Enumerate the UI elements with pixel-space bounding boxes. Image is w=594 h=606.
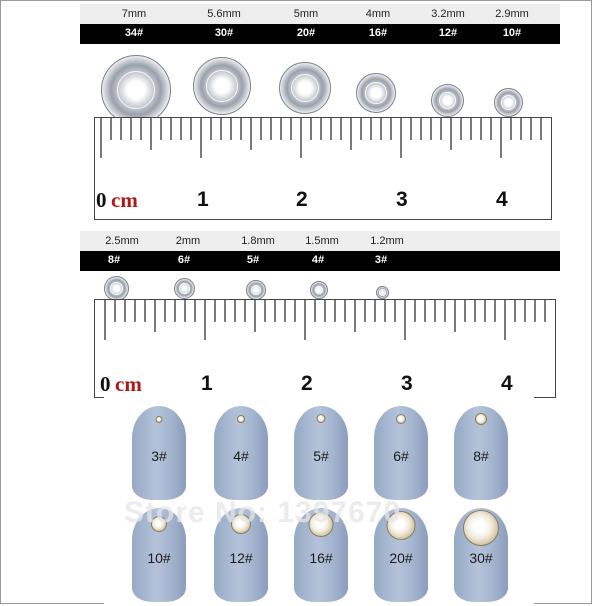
nail-sample-6 — [374, 406, 428, 500]
rhinestone-6 — [174, 278, 195, 299]
nail-sample-3 — [132, 406, 186, 500]
nail-sample-8 — [454, 406, 508, 500]
nail-size-label: 30# — [469, 550, 493, 566]
ruler-mark-2: 2 — [301, 372, 313, 395]
size-mm-label: 2.9mm — [495, 8, 529, 20]
rhinestone-on-nail — [396, 414, 406, 424]
ruler-mark-3: 3 — [401, 372, 413, 395]
nail-size-label: 6# — [393, 448, 409, 464]
rhinestone-30 — [193, 57, 251, 115]
nail-sample-4 — [214, 406, 268, 500]
size-number-label: 30# — [214, 27, 234, 39]
size-mm-label: 1.8mm — [241, 235, 275, 247]
ruler-unit-label: cm — [111, 188, 138, 212]
nail-size-label: 20# — [389, 550, 413, 566]
ruler-mark-2: 2 — [296, 188, 308, 211]
ruler-top — [94, 117, 552, 220]
size-number-label: 10# — [502, 27, 522, 39]
size-number-label: 6# — [177, 254, 191, 266]
rhinestone-5 — [246, 280, 266, 300]
top-size-header — [80, 4, 560, 39]
size-mm-label: 1.5mm — [305, 235, 339, 247]
ruler-bottom — [94, 299, 556, 398]
size-mm-label: 7mm — [121, 8, 147, 20]
nail-size-label: 10# — [147, 550, 171, 566]
rhinestone-4 — [310, 281, 328, 299]
ruler-mark-1: 1 — [201, 372, 213, 395]
size-number-label: 5# — [246, 254, 260, 266]
rhinestone-34 — [101, 55, 171, 125]
ruler-mark-1: 1 — [197, 188, 209, 211]
rhinestone-8 — [104, 276, 129, 301]
rhinestone-on-nail — [237, 415, 245, 423]
size-number-label: 3# — [374, 254, 388, 266]
nail-size-label: 3# — [151, 448, 167, 464]
rhinestone-10 — [494, 88, 523, 117]
size-number-label: 8# — [107, 254, 121, 266]
ruler-zero-label: 0 — [96, 188, 107, 212]
ruler-ticks — [95, 300, 557, 399]
nail-size-label: 16# — [309, 550, 333, 566]
rhinestone-on-nail — [475, 413, 487, 425]
ruler-ticks — [95, 118, 553, 221]
size-number-label: 16# — [368, 27, 388, 39]
nail-size-label: 5# — [313, 448, 329, 464]
size-mm-label: 5mm — [293, 8, 319, 20]
ruler-mark-3: 3 — [396, 188, 408, 211]
size-mm-label: 4mm — [365, 8, 391, 20]
rhinestone-20 — [279, 62, 331, 114]
nail-sample-5 — [294, 406, 348, 500]
size-number-label: 34# — [124, 27, 144, 39]
ruler-mark-4: 4 — [501, 372, 513, 395]
size-mm-label: 2mm — [175, 235, 201, 247]
store-watermark: Store No: 1397670 — [124, 496, 402, 529]
rhinestone-3 — [376, 286, 389, 299]
nail-size-label: 8# — [473, 448, 489, 464]
nail-size-label: 4# — [233, 448, 249, 464]
ruler-unit-label: cm — [115, 372, 142, 396]
mid-size-header — [80, 231, 560, 266]
size-mm-label: 3.2mm — [431, 8, 465, 20]
rhinestone-on-nail — [317, 414, 326, 423]
nail-sample-30 — [454, 508, 508, 602]
size-mm-label: 2.5mm — [105, 235, 139, 247]
ruler-zero-label: 0 — [100, 372, 111, 396]
rhinestone-on-nail — [156, 416, 163, 423]
size-mm-label: 5.6mm — [207, 8, 241, 20]
size-mm-label: 1.2mm — [370, 235, 404, 247]
size-number-label: 12# — [438, 27, 458, 39]
rhinestone-16 — [356, 73, 396, 113]
rhinestone-12 — [431, 84, 464, 117]
size-number-label: 20# — [296, 27, 316, 39]
rhinestone-on-nail — [463, 510, 499, 546]
ruler-mark-4: 4 — [496, 188, 508, 211]
nail-samples — [104, 396, 534, 604]
size-number-label: 4# — [311, 254, 325, 266]
nail-size-label: 12# — [229, 550, 253, 566]
